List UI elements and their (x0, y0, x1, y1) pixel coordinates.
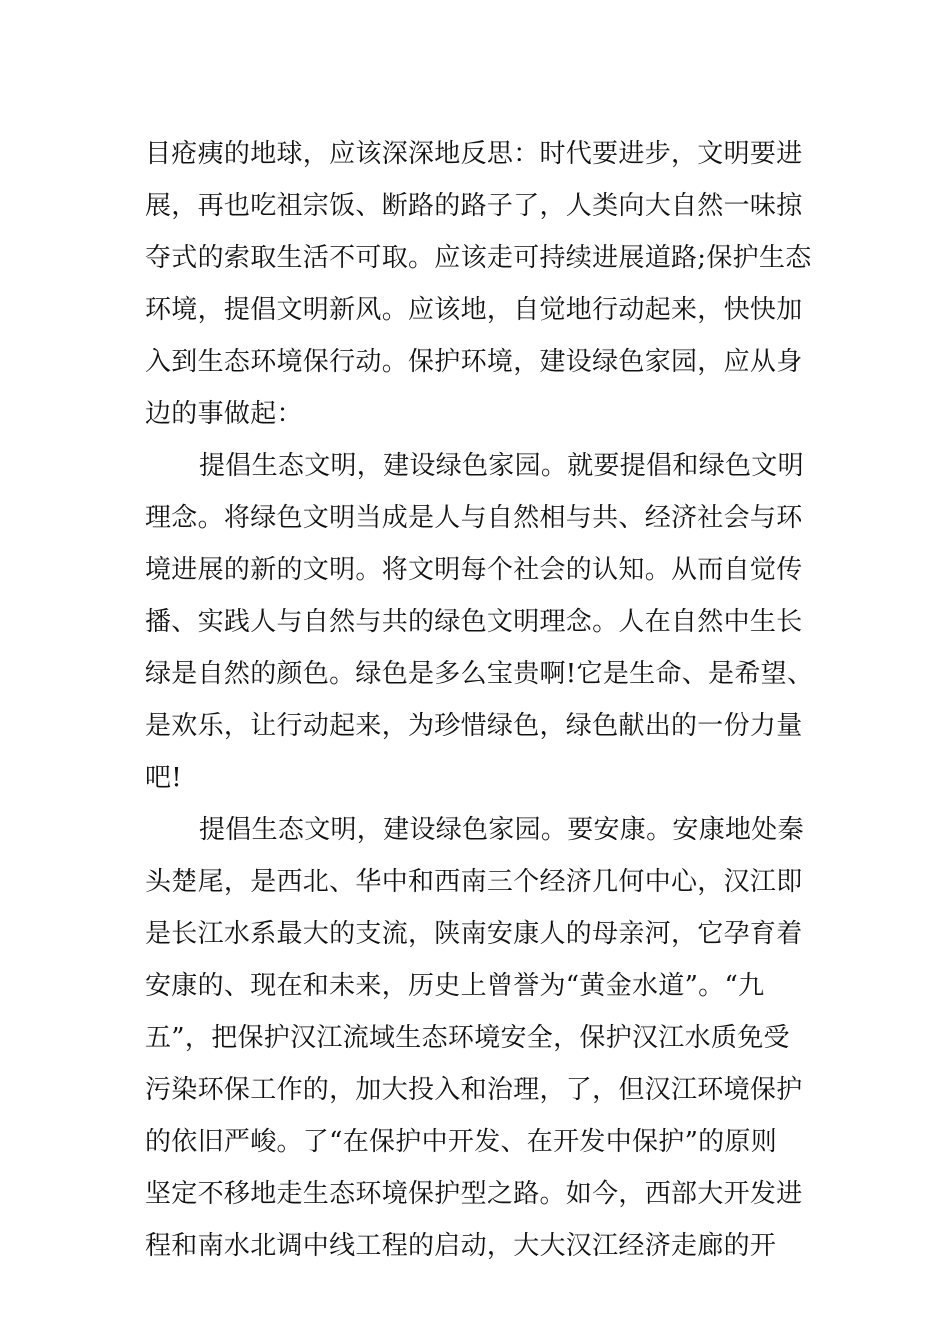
text-line: 展，再也吃祖宗饭、断路的路子了，人类向大自然一味掠 (145, 191, 803, 221)
text-line: 播、实践人与自然与共的绿色文明理念。人在自然中生长 (145, 607, 803, 637)
text-line: 边的事做起： (145, 399, 303, 429)
text-line: 坚定不移地走生态环境保护型之路。如今，西部大开发进 (145, 1179, 803, 1209)
text-line: 夺式的索取生活不可取。应该走可持续进展道路;保护生态 (145, 243, 812, 273)
text-line: 绿是自然的颜色。绿色是多么宝贵啊!它是生命、是希望、 (145, 659, 814, 689)
text-line: 吧! (145, 763, 183, 793)
text-line: 头楚尾，是西北、华中和西南三个经济几何中心，汉江即 (145, 867, 803, 897)
text-line: 入到生态环境保行动。保护环境，建设绿色家园，应从身 (145, 347, 803, 377)
text-line: 程和南水北调中线工程的启动，大大汉江经济走廊的开 (145, 1231, 777, 1261)
text-line: 环境，提倡文明新风。应该地，自觉地行动起来，快快加 (145, 295, 803, 325)
document-page (145, 128, 814, 1272)
text-line: 的依旧严峻。了“在保护中开发、在开发中保护”的原则 (145, 1127, 778, 1157)
text-line: 理念。将绿色文明当成是人与自然相与共、经济社会与环 (145, 503, 803, 533)
text-line: 污染环保工作的，加大投入和治理，了，但汉江环境保护 (145, 1075, 803, 1105)
text-line: 目疮痍的地球，应该深深地反思：时代要进步，文明要进 (145, 139, 803, 169)
text-line: 是长江水系最大的支流，陕南安康人的母亲河，它孕育着 (145, 919, 803, 949)
text-line: 安康的、现在和未来，历史上曾誉为“黄金水道”。“九 (145, 971, 765, 1001)
text-line: 五”，把保护汉江流域生态环境安全，保护汉江水质免受 (145, 1023, 790, 1053)
paragraph-start-line: 提倡生态文明，建设绿色家园。就要提倡和绿色文明 (199, 451, 804, 481)
text-line: 境进展的新的文明。将文明每个社会的认知。从而自觉传 (145, 555, 803, 585)
text-line: 是欢乐，让行动起来，为珍惜绿色，绿色献出的一份力量 (145, 711, 803, 741)
paragraph-start-line: 提倡生态文明，建设绿色家园。要安康。安康地处秦 (199, 815, 804, 845)
